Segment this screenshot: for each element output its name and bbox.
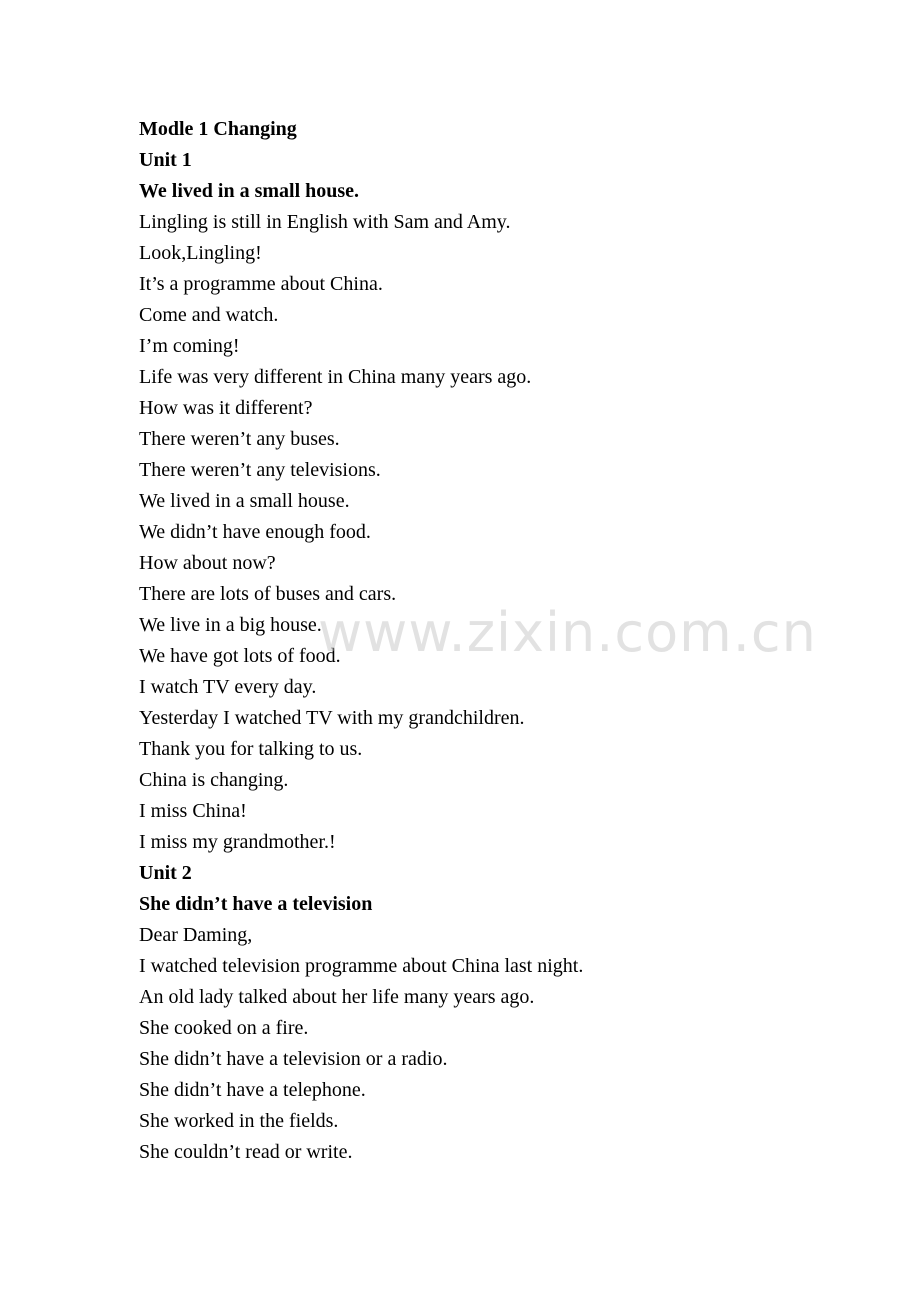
text-line: How about now? — [139, 552, 276, 574]
heading-line: Modle 1 Changing — [139, 118, 297, 140]
text-line: There are lots of buses and cars. — [139, 583, 397, 605]
text-line: Come and watch. — [139, 304, 279, 326]
text-line: She didn’t have a telephone. — [139, 1079, 366, 1101]
text-line: She didn’t have a television or a radio. — [139, 1048, 448, 1070]
text-line: Thank you for talking to us. — [139, 738, 363, 760]
watermark: www.zixin.com.cn — [318, 601, 817, 664]
text-line: Look,Lingling! — [139, 242, 262, 264]
text-line: We didn’t have enough food. — [139, 521, 371, 543]
text-line: China is changing. — [139, 769, 289, 791]
heading-line: We lived in a small house. — [139, 180, 360, 202]
text-line: Lingling is still in English with Sam and Amy. — [139, 211, 511, 233]
text-line: It’s a programme about China. — [139, 273, 383, 295]
heading-line: Unit 2 — [139, 862, 192, 884]
text-line: There weren’t any buses. — [139, 428, 340, 450]
text-line: She cooked on a fire. — [139, 1017, 309, 1039]
text-line: Life was very different in China many years ago. — [139, 366, 532, 388]
heading-line: She didn’t have a television — [139, 893, 373, 915]
heading-line: Unit 1 — [139, 149, 192, 171]
text-line: I’m coming! — [139, 335, 240, 357]
text-line: I watch TV every day. — [139, 676, 317, 698]
text-line: There weren’t any televisions. — [139, 459, 381, 481]
text-line: I miss my grandmother.! — [139, 831, 336, 853]
text-line: I miss China! — [139, 800, 247, 822]
text-line: How was it different? — [139, 397, 313, 419]
document-body — [139, 114, 839, 1168]
text-line: She couldn’t read or write. — [139, 1141, 353, 1163]
text-line: Dear Daming, — [139, 924, 253, 946]
text-line: Yesterday I watched TV with my grandchildren. — [139, 707, 525, 729]
text-line: She worked in the fields. — [139, 1110, 339, 1132]
text-line: We live in a big house. — [139, 614, 322, 636]
text-line: We have got lots of food. — [139, 645, 341, 667]
text-line: We lived in a small house. — [139, 490, 350, 512]
text-line: I watched television programme about China last night. — [139, 955, 584, 977]
text-line: An old lady talked about her life many years ago. — [139, 986, 535, 1008]
